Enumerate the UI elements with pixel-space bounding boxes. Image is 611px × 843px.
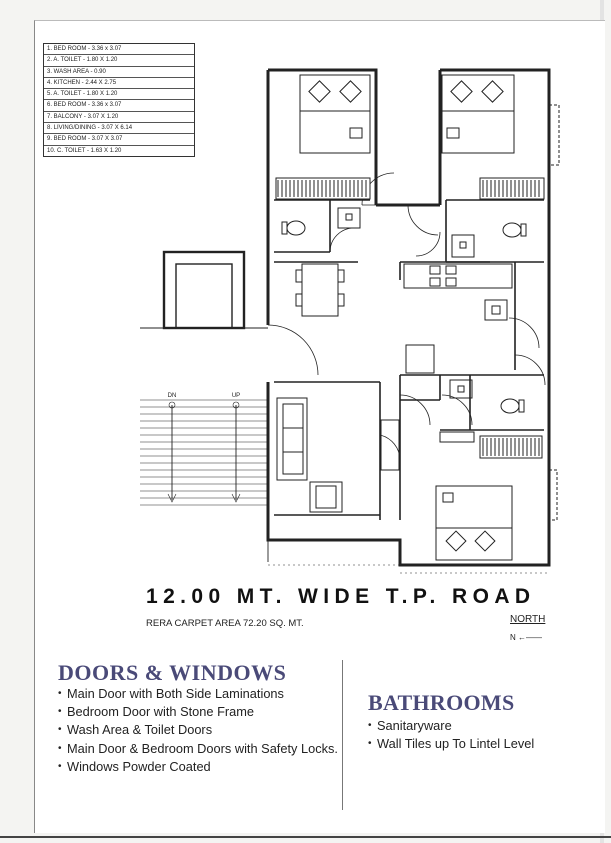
list-item: • Windows Powder Coated (58, 758, 338, 776)
legend-row: 10. C. TOILET - 1.63 X 1.20 (47, 147, 122, 154)
doors-windows-title: DOORS & WINDOWS (58, 660, 287, 685)
bathrooms-title: BATHROOMS (368, 690, 515, 715)
list-item: • Wall Tiles up To Lintel Level (368, 735, 568, 753)
legend-row: 2. A. TOILET - 1.80 X 1.20 (44, 55, 194, 66)
list-item: • Main Door & Bedroom Doors with Safety Locks. (58, 740, 338, 758)
legend-row: 3. WASH AREA - 0.90 (44, 67, 194, 78)
legend-row: 1. BED ROOM - 3.36 x 3.07 (44, 44, 194, 55)
section-divider (342, 660, 343, 810)
legend-row: 9. BED ROOM - 3.07 X 3.07 (44, 134, 194, 145)
legend-row: 4. KITCHEN - 2.44 X 2.75 (44, 78, 194, 89)
legend-row: 7. BALCONY - 3.07 X 1.20 (44, 112, 194, 123)
list-item: • Sanitaryware (368, 717, 568, 735)
interior-walls (274, 200, 544, 520)
dining-table (296, 264, 344, 316)
stair-up-label: UP (231, 393, 241, 399)
bedroom-2 (442, 75, 559, 199)
lift-shaft (164, 252, 244, 328)
doors-windows-list (58, 685, 338, 776)
legend-row: 5. A. TOILET - 1.80 X 1.20 (44, 89, 194, 100)
legend-row: 8. LIVING/DINING - 3.07 X 6.14 (44, 123, 194, 134)
list-item: • Main Door with Both Side Laminations (58, 685, 338, 703)
bathrooms-list (368, 717, 568, 753)
bedroom-3 (436, 432, 557, 560)
legend-row: 6. BED ROOM - 3.36 x 3.07 (44, 100, 194, 111)
stair-down-label: DN (167, 393, 177, 399)
list-item: • Bedroom Door with Stone Frame (58, 703, 338, 721)
list-item: • Wash Area & Toilet Doors (58, 721, 338, 739)
staircase (140, 400, 268, 562)
page-bottom-edge (0, 836, 611, 838)
road-label: 12.00 MT. WIDE T.P. ROAD (146, 585, 536, 608)
north-label: NORTH (510, 614, 546, 625)
north-arrow-icon: N ←—— (510, 633, 542, 642)
kitchen (404, 264, 512, 373)
bedroom-1 (276, 75, 370, 199)
rera-carpet-area: RERA CARPET AREA 72.20 SQ. MT. (146, 618, 304, 629)
